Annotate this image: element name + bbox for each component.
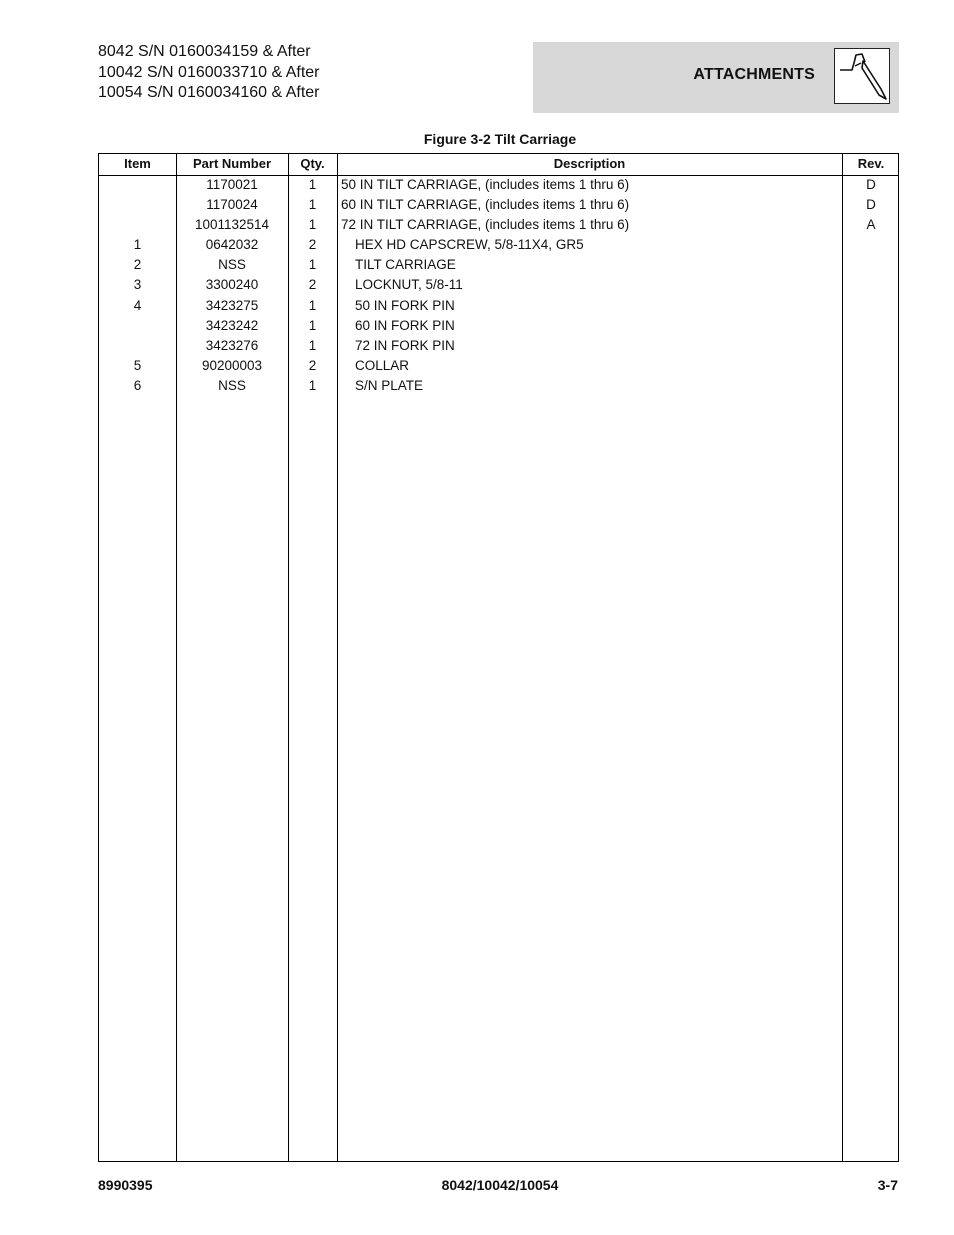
- serial-line-8042: 8042 S/N 0160034159 & After: [98, 43, 311, 60]
- table-row: [99, 296, 898, 316]
- cell-description: COLLAR: [355, 357, 410, 373]
- cell-part-number: 3423242: [205, 317, 259, 333]
- cell-item: 4: [133, 297, 142, 313]
- cell-qty: 1: [308, 317, 317, 333]
- cell-description: S/N PLATE: [355, 377, 424, 393]
- cell-rev: A: [866, 217, 876, 233]
- table-row: [99, 215, 898, 235]
- header-item: Item: [124, 156, 151, 171]
- cell-part-number: 1170021: [206, 177, 258, 192]
- cell-rev: D: [866, 177, 876, 192]
- cell-part-number: NSS: [218, 257, 246, 273]
- cell-description: TILT CARRIAGE: [355, 257, 456, 273]
- cell-description: 60 IN FORK PIN: [355, 317, 455, 333]
- header-qty: Qty.: [300, 156, 325, 171]
- cell-qty: 1: [308, 197, 317, 213]
- cell-description: HEX HD CAPSCREW, 5/8-11X4, GR5: [355, 237, 584, 253]
- cell-item: 6: [133, 377, 142, 393]
- header-description: Description: [553, 156, 626, 171]
- table-row: [99, 336, 898, 356]
- table-row: [99, 255, 898, 275]
- cell-item: 3: [133, 277, 142, 293]
- table-row: [99, 316, 898, 336]
- table-row: [99, 175, 898, 195]
- cell-part-number: 1001132514: [194, 217, 270, 233]
- header-part-number: Part Number: [192, 156, 272, 171]
- serial-number-block: [98, 42, 320, 104]
- cell-qty: 2: [308, 237, 317, 253]
- cell-qty: 1: [308, 217, 317, 233]
- footer-models: 8042/10042/10054: [441, 1177, 559, 1193]
- cell-part-number: NSS: [218, 377, 246, 393]
- section-banner: [533, 42, 899, 113]
- cell-part-number: 0642032: [205, 237, 259, 253]
- header-rev: Rev.: [857, 156, 885, 171]
- cell-part-number: 1170024: [206, 197, 258, 213]
- cell-description: 72 IN TILT CARRIAGE, (includes items 1 thru 6): [341, 217, 630, 233]
- table-row: [99, 195, 898, 215]
- footer-doc-number: 8990395: [98, 1177, 153, 1193]
- cell-rev: D: [866, 197, 876, 213]
- figure-title: Figure 3-2 Tilt Carriage: [423, 131, 577, 147]
- table-row: [99, 356, 898, 376]
- parts-table: [98, 153, 899, 1162]
- serial-line-10054: 10054 S/N 0160034160 & After: [98, 84, 320, 101]
- cell-description: 50 IN TILT CARRIAGE, (includes items 1 thru 6): [341, 177, 630, 192]
- cell-qty: 2: [308, 357, 317, 373]
- forklift-fork-icon: [834, 48, 890, 104]
- cell-part-number: 90200003: [201, 357, 263, 373]
- cell-qty: 1: [308, 257, 317, 273]
- cell-description: 60 IN TILT CARRIAGE, (includes items 1 thru 6): [341, 197, 630, 213]
- cell-item: 5: [133, 357, 142, 373]
- cell-qty: 1: [308, 177, 317, 192]
- serial-line-10042: 10042 S/N 0160033710 & After: [98, 63, 320, 81]
- cell-part-number: 3423275: [205, 297, 259, 313]
- cell-description: 50 IN FORK PIN: [355, 297, 455, 313]
- cell-part-number: 3300240: [205, 277, 259, 293]
- section-title: ATTACHMENTS: [693, 66, 815, 83]
- cell-description: LOCKNUT, 5/8-11: [355, 277, 463, 293]
- table-row: [99, 235, 898, 255]
- table-body: [99, 175, 898, 396]
- cell-qty: 1: [308, 337, 317, 353]
- cell-item: 1: [133, 237, 142, 253]
- cell-qty: 1: [308, 377, 317, 393]
- table-row: [99, 275, 898, 295]
- footer-page-number: 3-7: [877, 1177, 898, 1193]
- table-row: [99, 376, 898, 396]
- cell-item: 2: [133, 257, 142, 273]
- cell-qty: 1: [308, 297, 317, 313]
- cell-qty: 2: [308, 277, 317, 293]
- cell-part-number: 3423276: [205, 337, 259, 353]
- cell-description: 72 IN FORK PIN: [355, 337, 455, 353]
